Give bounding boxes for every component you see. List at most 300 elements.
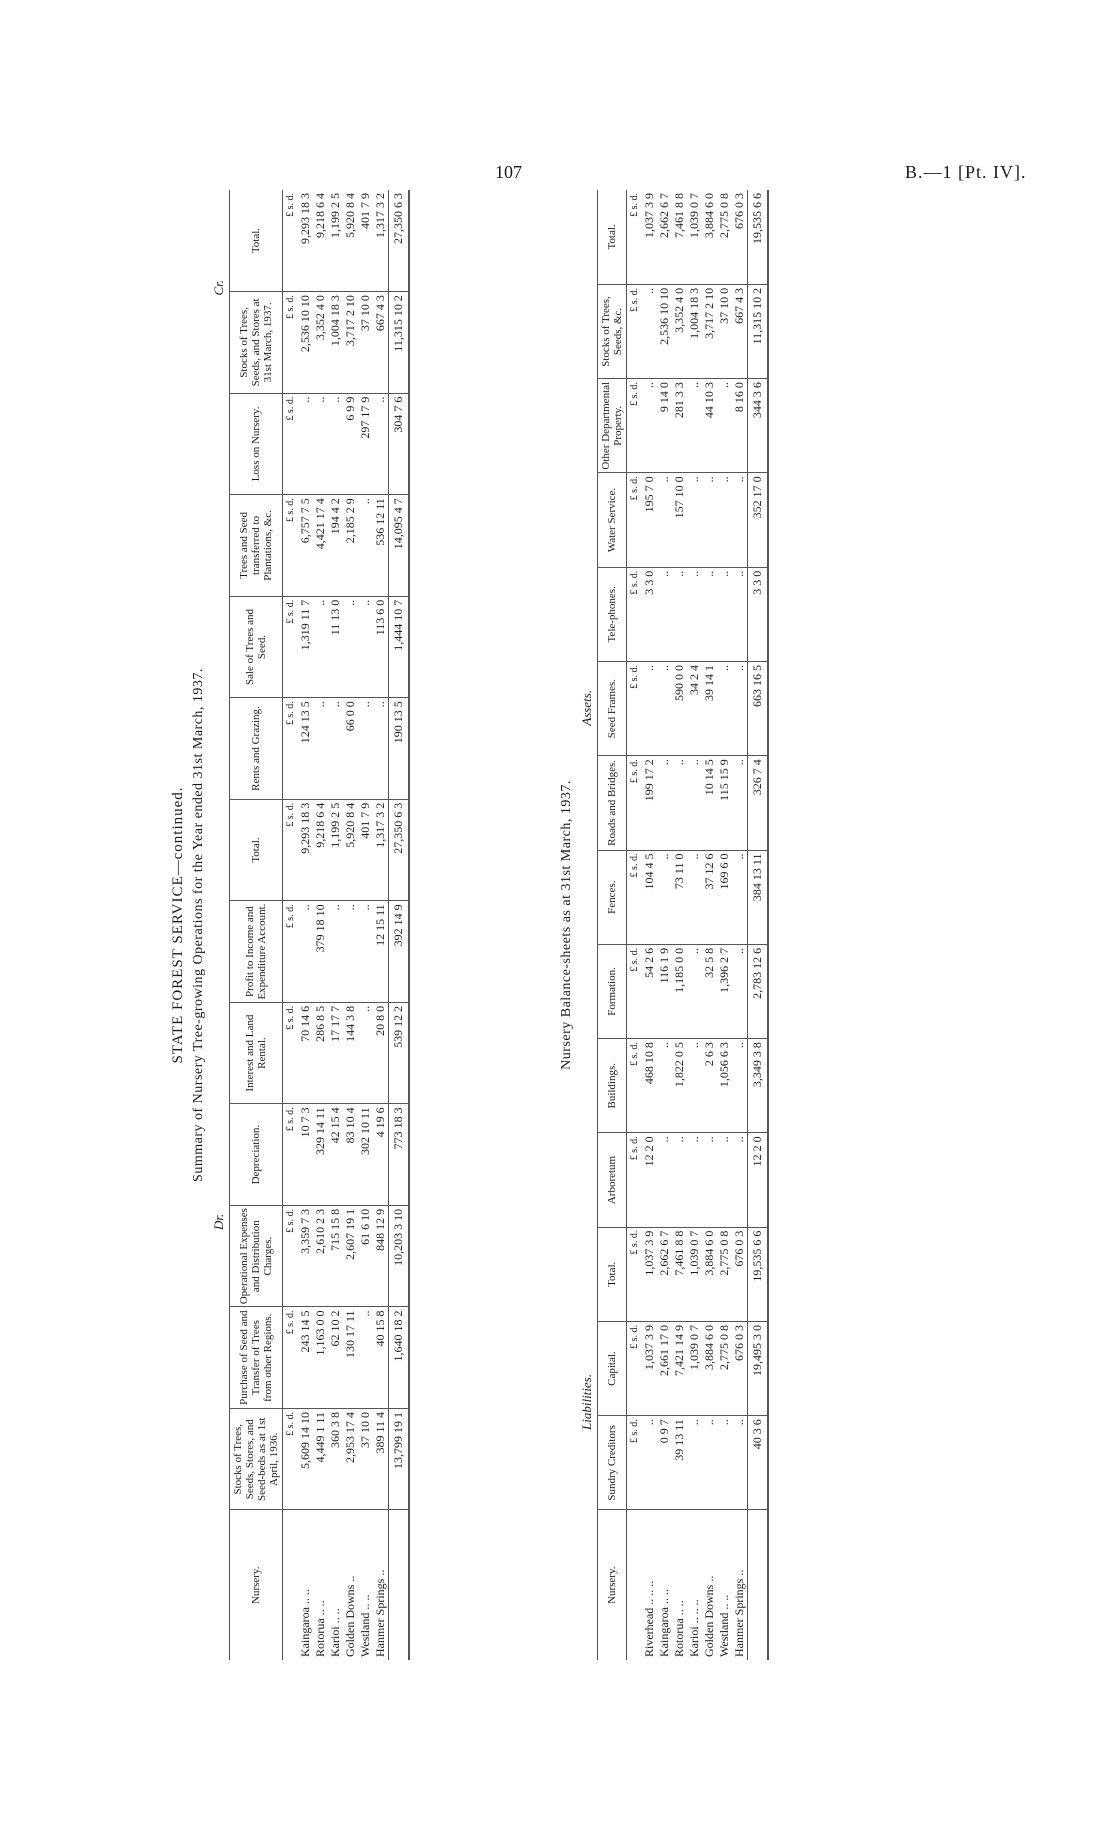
unit-cell: £ s. d. bbox=[283, 1307, 299, 1409]
col-header: Operational Expenses and Distribution Charges. bbox=[230, 1205, 283, 1307]
nursery-name: Kaingaroa .. .. bbox=[657, 1589, 672, 1657]
value-cell: .. bbox=[732, 1039, 748, 1133]
col-header: Capital. bbox=[598, 1321, 627, 1415]
value-cell: 17 17 7 bbox=[328, 1002, 343, 1104]
unit-cell: £ s. d. bbox=[283, 698, 299, 800]
leader-dots: .. .. bbox=[313, 1600, 328, 1619]
value-cell: 62 10 2 bbox=[328, 1307, 343, 1409]
unit-row bbox=[283, 190, 299, 1660]
value-cell: .. bbox=[657, 567, 672, 661]
unit-row bbox=[627, 190, 643, 1660]
col-header: Trees and Seed transferred to Plantations, &c. bbox=[230, 495, 283, 597]
document-reference: B.—1 [Pt. IV]. bbox=[905, 162, 1027, 182]
value-cell: 2,610 2 3 bbox=[313, 1205, 328, 1307]
value-cell: .. bbox=[687, 944, 702, 1038]
value-cell: 37 10 0 bbox=[717, 284, 732, 378]
value-cell: .. bbox=[687, 567, 702, 661]
value-cell: 1,056 6 3 bbox=[717, 1039, 732, 1133]
value-cell: .. bbox=[358, 1002, 373, 1104]
value-cell: 1,039 0 7 bbox=[687, 1321, 702, 1415]
value-cell: 104 4 5 bbox=[642, 850, 657, 944]
value-cell: .. bbox=[657, 1039, 672, 1133]
value-cell: .. bbox=[642, 284, 657, 378]
value-cell: .. bbox=[657, 473, 672, 567]
value-cell: .. bbox=[702, 473, 717, 567]
value-cell: 2,662 6 7 bbox=[657, 1227, 672, 1321]
value-cell: 2,662 6 7 bbox=[657, 190, 672, 284]
value-cell: .. bbox=[732, 661, 748, 755]
table-row bbox=[298, 190, 313, 1660]
total-cell: 12 2 0 bbox=[748, 1133, 768, 1227]
value-cell: 401 7 9 bbox=[358, 799, 373, 901]
value-cell: 1,163 0 0 bbox=[313, 1307, 328, 1409]
value-cell: 1,317 3 2 bbox=[373, 799, 389, 901]
value-cell: .. bbox=[672, 1133, 687, 1227]
value-cell: 10 14 5 bbox=[702, 756, 717, 850]
value-cell: .. bbox=[717, 379, 732, 473]
unit-cell: £ s. d. bbox=[283, 1408, 299, 1510]
leader-dots: .. bbox=[732, 1569, 747, 1579]
col-header: Depreciation. bbox=[230, 1104, 283, 1206]
value-cell: 37 10 0 bbox=[358, 1408, 373, 1510]
unit-cell: £ s. d. bbox=[283, 495, 299, 597]
value-cell: .. bbox=[717, 567, 732, 661]
value-cell: 113 6 0 bbox=[373, 596, 389, 698]
col-header: Stocks of Trees, Seeds, and Stores at 31st March, 1937. bbox=[230, 292, 283, 394]
value-cell: 4,449 1 11 bbox=[313, 1408, 328, 1510]
value-cell: 1,199 2 5 bbox=[328, 799, 343, 901]
value-cell: 3 3 0 bbox=[642, 567, 657, 661]
value-cell: 1,822 0 5 bbox=[672, 1039, 687, 1133]
cr-label: Cr. bbox=[211, 280, 226, 296]
total-cell: 326 7 4 bbox=[748, 756, 768, 850]
value-cell: 329 14 11 bbox=[313, 1104, 328, 1206]
value-cell: .. bbox=[328, 901, 343, 1003]
col-header: Total. bbox=[230, 799, 283, 901]
value-cell: .. bbox=[687, 1039, 702, 1133]
value-cell: .. bbox=[702, 1133, 717, 1227]
total-cell: 27,350 6 3 bbox=[389, 190, 409, 292]
value-cell: 73 11 0 bbox=[672, 850, 687, 944]
value-cell: .. bbox=[358, 495, 373, 597]
liab-assets-labels bbox=[579, 190, 595, 1660]
value-cell: .. bbox=[702, 1416, 717, 1510]
value-cell: .. bbox=[672, 567, 687, 661]
col-header: Purchase of Seed and Transfer of Trees from other Regions. bbox=[230, 1307, 283, 1409]
summary-title: Summary of Nursery Tree-growing Operations for the Year ended 31st March, 1937. bbox=[191, 668, 206, 1182]
value-cell: 42 15 4 bbox=[328, 1104, 343, 1206]
value-cell: .. bbox=[657, 1133, 672, 1227]
value-cell: 2,185 2 9 bbox=[343, 495, 358, 597]
value-cell: .. bbox=[328, 393, 343, 495]
value-cell: 157 10 0 bbox=[672, 473, 687, 567]
value-cell: 195 7 0 bbox=[642, 473, 657, 567]
dr-label: Dr. bbox=[211, 1213, 226, 1230]
leader-dots: .. bbox=[343, 1575, 358, 1585]
value-cell: 389 11 4 bbox=[373, 1408, 389, 1510]
value-cell: .. bbox=[313, 698, 328, 800]
total-row bbox=[748, 190, 768, 1660]
value-cell: 2 6 3 bbox=[702, 1039, 717, 1133]
nursery-name: Golden Downs .. bbox=[343, 1575, 358, 1657]
value-cell: 676 0 3 bbox=[732, 190, 748, 284]
value-cell: 676 0 3 bbox=[732, 1321, 748, 1415]
value-cell: 66 0 0 bbox=[343, 698, 358, 800]
value-cell: 3,884 6 0 bbox=[702, 1227, 717, 1321]
value-cell: 9,293 18 3 bbox=[298, 190, 313, 292]
unit-cell: £ s. d. bbox=[627, 661, 643, 755]
value-cell: 3,884 6 0 bbox=[702, 1321, 717, 1415]
nursery-name: Golden Downs .. bbox=[702, 1575, 717, 1657]
value-cell: 1,039 0 7 bbox=[687, 1227, 702, 1321]
value-cell: .. bbox=[657, 661, 672, 755]
total-cell: 1,640 18 2 bbox=[389, 1307, 409, 1409]
value-cell: 12 2 0 bbox=[642, 1133, 657, 1227]
total-cell: 2,783 12 6 bbox=[748, 944, 768, 1038]
value-cell: .. bbox=[373, 698, 389, 800]
nursery-name: Rotorua .. .. bbox=[672, 1600, 687, 1657]
table-row bbox=[358, 190, 373, 1660]
value-cell: 124 13 5 bbox=[298, 698, 313, 800]
summary-table bbox=[230, 190, 409, 1660]
unit-cell: £ s. d. bbox=[283, 596, 299, 698]
value-cell: 37 12 6 bbox=[702, 850, 717, 944]
value-cell: 12 15 11 bbox=[373, 901, 389, 1003]
value-cell: 7,461 8 8 bbox=[672, 190, 687, 284]
value-cell: 1,037 3 9 bbox=[642, 190, 657, 284]
value-cell: 401 7 9 bbox=[358, 190, 373, 292]
value-cell: 11 13 0 bbox=[328, 596, 343, 698]
total-cell: 10,203 3 10 bbox=[389, 1205, 409, 1307]
value-cell: 2,607 19 1 bbox=[343, 1205, 358, 1307]
value-cell: .. bbox=[313, 596, 328, 698]
value-cell: 667 4 3 bbox=[373, 292, 389, 394]
value-cell: 2,661 17 0 bbox=[657, 1321, 672, 1415]
value-cell: 1,037 3 9 bbox=[642, 1227, 657, 1321]
total-cell: 13,799 19 1 bbox=[389, 1408, 409, 1510]
value-cell: .. bbox=[298, 901, 313, 1003]
value-cell: 1,185 0 0 bbox=[672, 944, 687, 1038]
value-cell: .. bbox=[717, 473, 732, 567]
total-cell: 3 3 0 bbox=[748, 567, 768, 661]
total-cell: 19,535 6 6 bbox=[748, 1227, 768, 1321]
nursery-name: Hanmer Springs .. bbox=[373, 1569, 388, 1657]
total-label-cell bbox=[748, 1510, 768, 1660]
value-cell: 1,039 0 7 bbox=[687, 190, 702, 284]
value-cell: 676 0 3 bbox=[732, 1227, 748, 1321]
value-cell: 61 6 10 bbox=[358, 1205, 373, 1307]
value-cell: 9,218 6 4 bbox=[313, 190, 328, 292]
total-cell: 1,444 10 7 bbox=[389, 596, 409, 698]
total-cell: 14,095 4 7 bbox=[389, 495, 409, 597]
unit-cell: £ s. d. bbox=[283, 1104, 299, 1206]
value-cell: 2,536 10 10 bbox=[657, 284, 672, 378]
unit-cell: £ s. d. bbox=[627, 379, 643, 473]
leader-dots: .. .. bbox=[717, 1594, 732, 1613]
total-cell: 352 17 0 bbox=[748, 473, 768, 567]
value-cell: 590 0 0 bbox=[672, 661, 687, 755]
total-cell: 773 18 3 bbox=[389, 1104, 409, 1206]
table-row bbox=[313, 190, 328, 1660]
value-cell: .. bbox=[672, 756, 687, 850]
col-header: Loss on Nursery. bbox=[230, 393, 283, 495]
col-header: Sundry Creditors bbox=[598, 1416, 627, 1510]
value-cell: 32 5 8 bbox=[702, 944, 717, 1038]
total-cell: 11,315 10 2 bbox=[748, 284, 768, 378]
value-cell: 7,461 8 8 bbox=[672, 1227, 687, 1321]
value-cell: 536 12 11 bbox=[373, 495, 389, 597]
value-cell: 2,953 17 4 bbox=[343, 1408, 358, 1510]
value-cell: .. bbox=[358, 1307, 373, 1409]
unit-cell: £ s. d. bbox=[627, 567, 643, 661]
balance-section bbox=[555, 190, 915, 1660]
total-cell: 663 16 5 bbox=[748, 661, 768, 755]
value-cell: 848 12 9 bbox=[373, 1205, 389, 1307]
value-cell: 39 13 11 bbox=[672, 1416, 687, 1510]
unit-cell: £ s. d. bbox=[627, 1227, 643, 1321]
table-row bbox=[328, 190, 343, 1660]
value-cell: 9,293 18 3 bbox=[298, 799, 313, 901]
table-row bbox=[717, 190, 732, 1660]
value-cell: .. bbox=[717, 1133, 732, 1227]
value-cell: 40 15 8 bbox=[373, 1307, 389, 1409]
value-cell: .. bbox=[687, 850, 702, 944]
value-cell: 3,352 4 0 bbox=[672, 284, 687, 378]
value-cell: 54 2 6 bbox=[642, 944, 657, 1038]
value-cell: 360 3 8 bbox=[328, 1408, 343, 1510]
summary-body bbox=[283, 190, 409, 1660]
value-cell: 7,421 14 9 bbox=[672, 1321, 687, 1415]
unit-cell: £ s. d. bbox=[283, 1205, 299, 1307]
value-cell: 1,004 18 3 bbox=[687, 284, 702, 378]
value-cell: 70 14 6 bbox=[298, 1002, 313, 1104]
col-header: Tele-phones. bbox=[598, 567, 627, 661]
value-cell: 0 9 7 bbox=[657, 1416, 672, 1510]
value-cell: 281 3 3 bbox=[672, 379, 687, 473]
value-cell: 37 10 0 bbox=[358, 292, 373, 394]
value-cell: 130 17 11 bbox=[343, 1307, 358, 1409]
value-cell: 9,218 6 4 bbox=[313, 799, 328, 901]
value-cell: .. bbox=[732, 567, 748, 661]
table-row bbox=[343, 190, 358, 1660]
value-cell: .. bbox=[732, 473, 748, 567]
unit-cell: £ s. d. bbox=[627, 473, 643, 567]
value-cell: 3,717 2 10 bbox=[343, 292, 358, 394]
nursery-name: Westland .. .. bbox=[358, 1594, 373, 1657]
value-cell: .. bbox=[358, 596, 373, 698]
nursery-name: Karioi .. .. .. bbox=[687, 1599, 702, 1657]
table-row bbox=[373, 190, 389, 1660]
value-cell: 10 7 3 bbox=[298, 1104, 313, 1206]
table-row bbox=[702, 190, 717, 1660]
value-cell: .. bbox=[687, 379, 702, 473]
col-header: Other Departmental Property. bbox=[598, 379, 627, 473]
value-cell: .. bbox=[732, 1133, 748, 1227]
leader-dots: .. .. bbox=[298, 1589, 313, 1608]
col-header: Formation. bbox=[598, 944, 627, 1038]
total-cell: 40 3 6 bbox=[748, 1416, 768, 1510]
value-cell: .. bbox=[687, 1133, 702, 1227]
unit-cell: £ s. d. bbox=[627, 850, 643, 944]
col-header: Total. bbox=[598, 1227, 627, 1321]
value-cell: .. bbox=[657, 756, 672, 850]
value-cell: 44 10 3 bbox=[702, 379, 717, 473]
value-cell: 4,421 17 4 bbox=[313, 495, 328, 597]
leader-dots: .. .. bbox=[672, 1600, 687, 1619]
col-header: Stocks of Trees, Seeds, Stores, and Seed-beds as at 1st April, 1936. bbox=[230, 1408, 283, 1510]
value-cell: .. bbox=[687, 756, 702, 850]
value-cell: 4 19 6 bbox=[373, 1104, 389, 1206]
value-cell: 302 10 11 bbox=[358, 1104, 373, 1206]
value-cell: .. bbox=[642, 379, 657, 473]
dr-cr-labels bbox=[211, 190, 227, 1660]
value-cell: 2,775 0 8 bbox=[717, 1227, 732, 1321]
total-cell: 392 14 9 bbox=[389, 901, 409, 1003]
table-row bbox=[687, 190, 702, 1660]
nursery-name: Kaingaroa .. .. bbox=[298, 1589, 313, 1657]
value-cell: 1,319 11 7 bbox=[298, 596, 313, 698]
unit-cell: £ s. d. bbox=[627, 1133, 643, 1227]
leader-dots: .. .. bbox=[358, 1594, 373, 1613]
balance-header-row bbox=[598, 190, 627, 1660]
total-cell: 27,350 6 3 bbox=[389, 799, 409, 901]
value-cell: .. bbox=[687, 1416, 702, 1510]
nursery-name: Karioi .. .. bbox=[328, 1608, 343, 1657]
unit-cell: £ s. d. bbox=[283, 393, 299, 495]
value-cell: 286 8 5 bbox=[313, 1002, 328, 1104]
value-cell: .. bbox=[358, 901, 373, 1003]
value-cell: 1,004 18 3 bbox=[328, 292, 343, 394]
value-cell: 468 10 8 bbox=[642, 1039, 657, 1133]
value-cell: .. bbox=[717, 1416, 732, 1510]
unit-cell: £ s. d. bbox=[627, 1416, 643, 1510]
col-header: Buildings. bbox=[598, 1039, 627, 1133]
value-cell: 715 15 8 bbox=[328, 1205, 343, 1307]
value-cell: 3,884 6 0 bbox=[702, 190, 717, 284]
value-cell: .. bbox=[642, 661, 657, 755]
value-cell: .. bbox=[358, 698, 373, 800]
total-row bbox=[389, 190, 409, 1660]
col-header: Profit to Income and Expenditure Account. bbox=[230, 901, 283, 1003]
assets-label: Assets. bbox=[579, 690, 594, 726]
col-header: Water Service. bbox=[598, 473, 627, 567]
section-heading: STATE FOREST SERVICE—continued. bbox=[170, 786, 186, 1064]
value-cell: 5,609 14 10 bbox=[298, 1408, 313, 1510]
value-cell: .. bbox=[298, 393, 313, 495]
value-cell: 3,352 4 0 bbox=[313, 292, 328, 394]
value-cell: .. bbox=[702, 567, 717, 661]
nursery-name: Hanmer Springs .. bbox=[732, 1569, 747, 1657]
unit-cell: £ s. d. bbox=[627, 756, 643, 850]
value-cell: 3,359 7 3 bbox=[298, 1205, 313, 1307]
value-cell: 1,317 3 2 bbox=[373, 190, 389, 292]
nursery-name: Westland .. .. bbox=[717, 1594, 732, 1657]
col-header: Roads and Bridges. bbox=[598, 756, 627, 850]
col-header: Nursery. bbox=[230, 1510, 283, 1660]
value-cell: .. bbox=[717, 661, 732, 755]
leader-dots: .. bbox=[373, 1569, 388, 1579]
unit-cell: £ s. d. bbox=[283, 901, 299, 1003]
balance-title: Nursery Balance-sheets as at 31st March, 1937. bbox=[559, 780, 574, 1070]
total-cell: 384 13 11 bbox=[748, 850, 768, 944]
value-cell: 34 2 4 bbox=[687, 661, 702, 755]
value-cell: 2,775 0 8 bbox=[717, 1321, 732, 1415]
summary-header-row bbox=[230, 190, 283, 1660]
unit-cell: £ s. d. bbox=[283, 799, 299, 901]
col-header: Total. bbox=[230, 190, 283, 292]
value-cell: .. bbox=[642, 1416, 657, 1510]
total-cell: 539 12 2 bbox=[389, 1002, 409, 1104]
page-number: 107 bbox=[495, 162, 522, 182]
total-cell: 3,349 3 8 bbox=[748, 1039, 768, 1133]
balance-table bbox=[598, 190, 768, 1660]
unit-cell: £ s. d. bbox=[283, 1002, 299, 1104]
value-cell: 1,037 3 9 bbox=[642, 1321, 657, 1415]
col-header: Sale of Trees and Seed. bbox=[230, 596, 283, 698]
value-cell: 39 14 1 bbox=[702, 661, 717, 755]
col-header: Fences. bbox=[598, 850, 627, 944]
value-cell: 2,536 10 10 bbox=[298, 292, 313, 394]
value-cell: .. bbox=[687, 473, 702, 567]
value-cell: 1,396 2 7 bbox=[717, 944, 732, 1038]
value-cell: 5,920 8 4 bbox=[343, 799, 358, 901]
value-cell: 115 15 9 bbox=[717, 756, 732, 850]
leader-dots: .. bbox=[702, 1575, 717, 1585]
balance-body bbox=[627, 190, 768, 1660]
unit-cell: £ s. d. bbox=[283, 292, 299, 394]
nursery-name: Riverhead .. .. .. bbox=[642, 1580, 657, 1657]
value-cell: 9 14 0 bbox=[657, 379, 672, 473]
value-cell: 116 1 9 bbox=[657, 944, 672, 1038]
total-cell: 19,535 6 6 bbox=[748, 190, 768, 284]
value-cell: 194 4 2 bbox=[328, 495, 343, 597]
col-header: Total. bbox=[598, 190, 627, 284]
unit-cell: £ s. d. bbox=[627, 1039, 643, 1133]
unit-cell: £ s. d. bbox=[627, 1321, 643, 1415]
unit-cell: £ s. d. bbox=[283, 190, 299, 292]
value-cell: .. bbox=[657, 850, 672, 944]
value-cell: 83 10 4 bbox=[343, 1104, 358, 1206]
value-cell: 6,757 7 5 bbox=[298, 495, 313, 597]
total-label-cell bbox=[389, 1510, 409, 1660]
value-cell: 1,199 2 5 bbox=[328, 190, 343, 292]
value-cell: .. bbox=[732, 944, 748, 1038]
col-header: Interest and Land Rental. bbox=[230, 1002, 283, 1104]
value-cell: 169 6 0 bbox=[717, 850, 732, 944]
total-cell: 344 3 6 bbox=[748, 379, 768, 473]
value-cell: .. bbox=[732, 850, 748, 944]
value-cell: 5,920 8 4 bbox=[343, 190, 358, 292]
col-header: Stocks of Trees, Seeds, &c. bbox=[598, 284, 627, 378]
unit-cell: £ s. d. bbox=[627, 944, 643, 1038]
value-cell: .. bbox=[373, 393, 389, 495]
leader-dots: .. .. bbox=[328, 1608, 343, 1627]
leader-dots: .. .. .. bbox=[642, 1580, 657, 1608]
value-cell: 2,775 0 8 bbox=[717, 190, 732, 284]
col-header: Rents and Grazing. bbox=[230, 698, 283, 800]
total-cell: 11,315 10 2 bbox=[389, 292, 409, 394]
total-cell: 19,495 3 0 bbox=[748, 1321, 768, 1415]
value-cell: 144 3 8 bbox=[343, 1002, 358, 1104]
value-cell: 667 4 3 bbox=[732, 284, 748, 378]
liabilities-label: Liabilities. bbox=[579, 1374, 594, 1430]
value-cell: .. bbox=[343, 901, 358, 1003]
table-row bbox=[657, 190, 672, 1660]
value-cell: 8 16 0 bbox=[732, 379, 748, 473]
table-row bbox=[642, 190, 657, 1660]
value-cell: 297 17 9 bbox=[358, 393, 373, 495]
value-cell: .. bbox=[732, 756, 748, 850]
